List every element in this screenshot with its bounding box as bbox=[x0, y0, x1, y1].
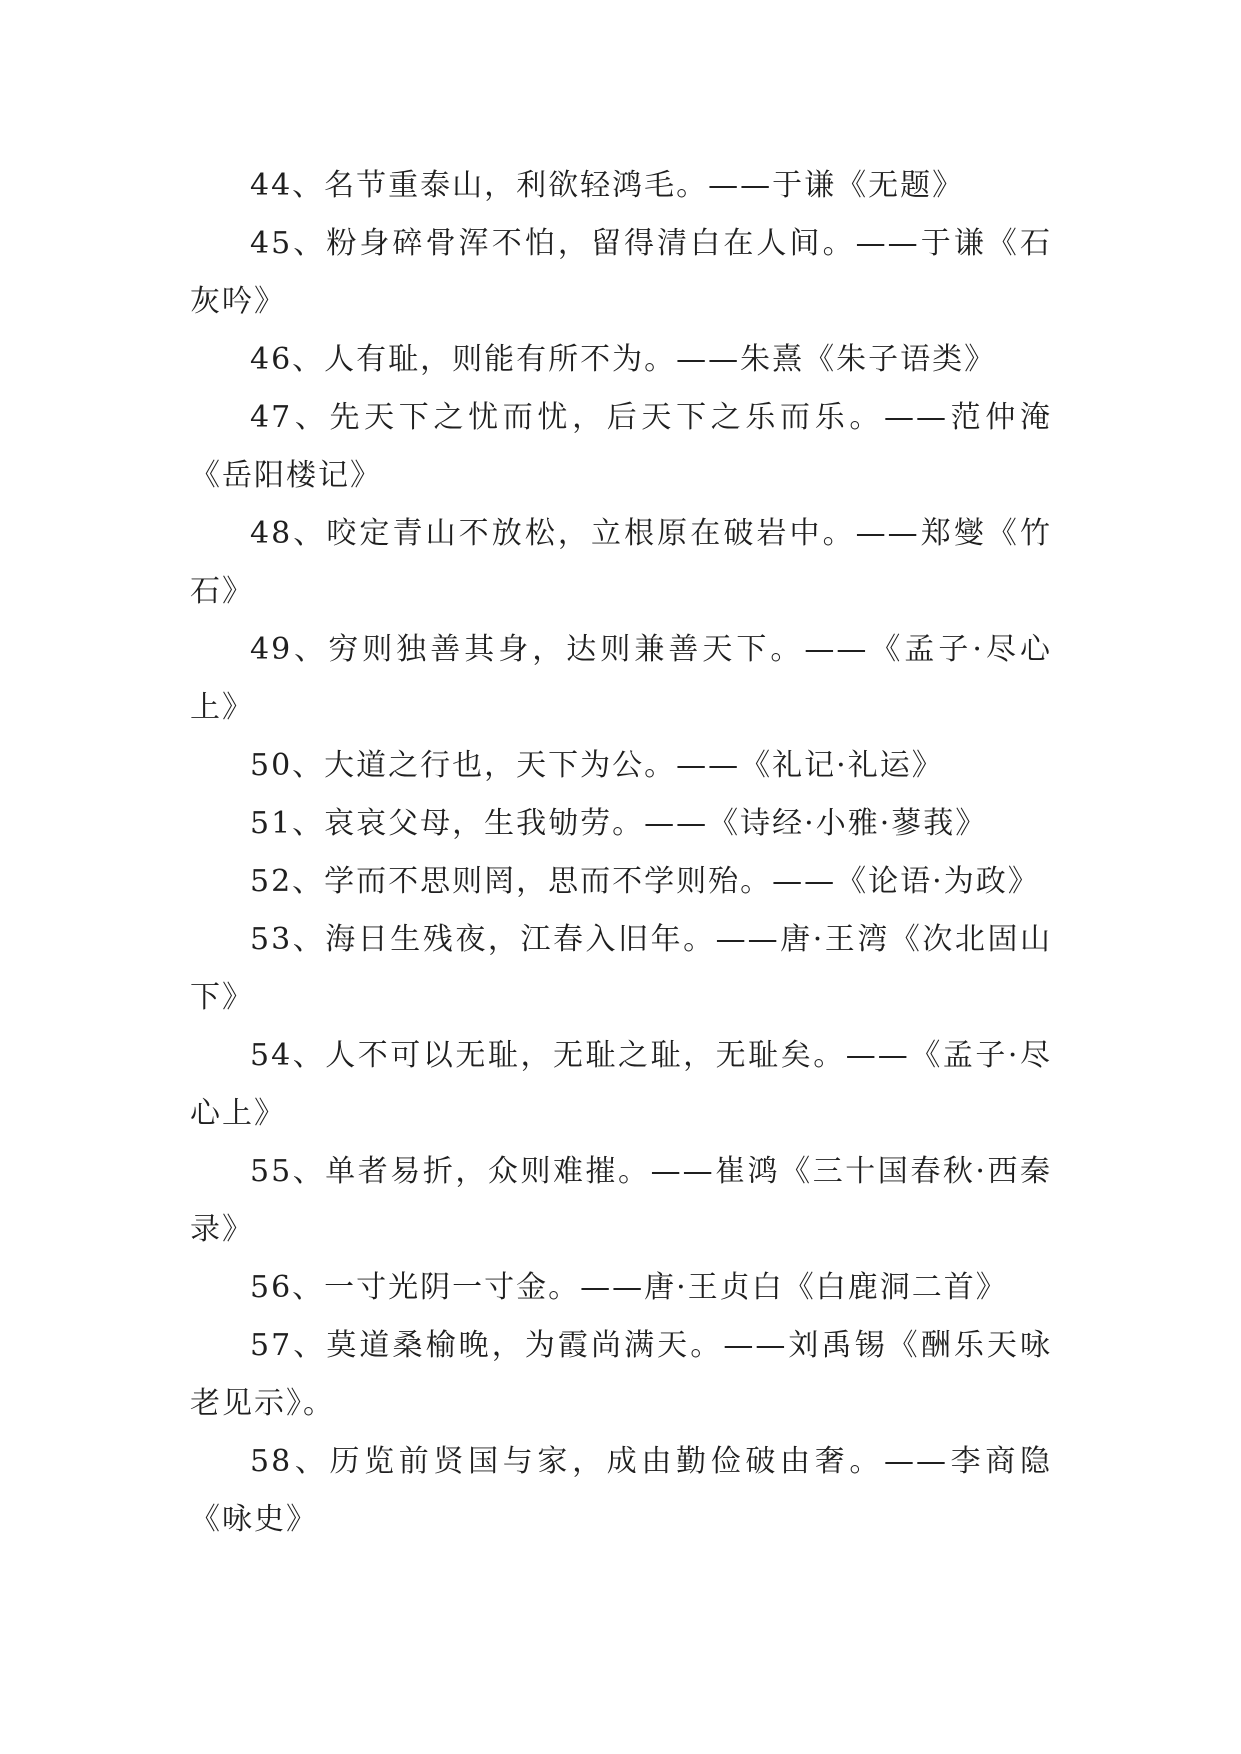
quote-paragraph-56: 56、一寸光阴一寸金。——唐·王贞白《白鹿洞二首》 bbox=[250, 1270, 1008, 1305]
quote-list bbox=[190, 157, 1052, 1549]
quote-paragraph-44: 44、名节重泰山，利欲轻鸿毛。——于谦《无题》 bbox=[250, 168, 965, 203]
quote-paragraph-52: 52、学而不思则罔，思而不学则殆。——《论语·为政》 bbox=[250, 864, 1040, 899]
quote-paragraph-49: 49、穷则独善其身，达则兼善天下。——《孟子·尽心上》 bbox=[190, 632, 1052, 725]
quote-paragraph-54: 54、人不可以无耻，无耻之耻，无耻矣。——《孟子·尽心上》 bbox=[190, 1038, 1052, 1131]
quote-paragraph-51: 51、哀哀父母，生我劬劳。——《诗经·小雅·蓼莪》 bbox=[250, 806, 988, 841]
quote-paragraph-48: 48、咬定青山不放松，立根原在破岩中。——郑燮《竹石》 bbox=[190, 516, 1052, 609]
quote-paragraph-46: 46、人有耻，则能有所不为。——朱熹《朱子语类》 bbox=[250, 342, 997, 377]
quote-paragraph-55: 55、单者易折，众则难摧。——崔鸿《三十国春秋·西秦录》 bbox=[190, 1154, 1052, 1247]
quote-paragraph-50: 50、大道之行也，天下为公。——《礼记·礼运》 bbox=[250, 748, 944, 783]
quote-paragraph-47: 47、先天下之忧而忧，后天下之乐而乐。——范仲淹《岳阳楼记》 bbox=[190, 400, 1052, 493]
quote-paragraph-58: 58、历览前贤国与家，成由勤俭破由奢。——李商隐《咏史》 bbox=[190, 1444, 1052, 1537]
quote-paragraph-45: 45、粉身碎骨浑不怕，留得清白在人间。——于谦《石灰吟》 bbox=[190, 226, 1052, 319]
quote-paragraph-57: 57、莫道桑榆晚，为霞尚满天。——刘禹锡《酬乐天咏老见示》。 bbox=[190, 1328, 1052, 1421]
quote-paragraph-53: 53、海日生残夜，江春入旧年。——唐·王湾《次北固山下》 bbox=[190, 922, 1052, 1015]
